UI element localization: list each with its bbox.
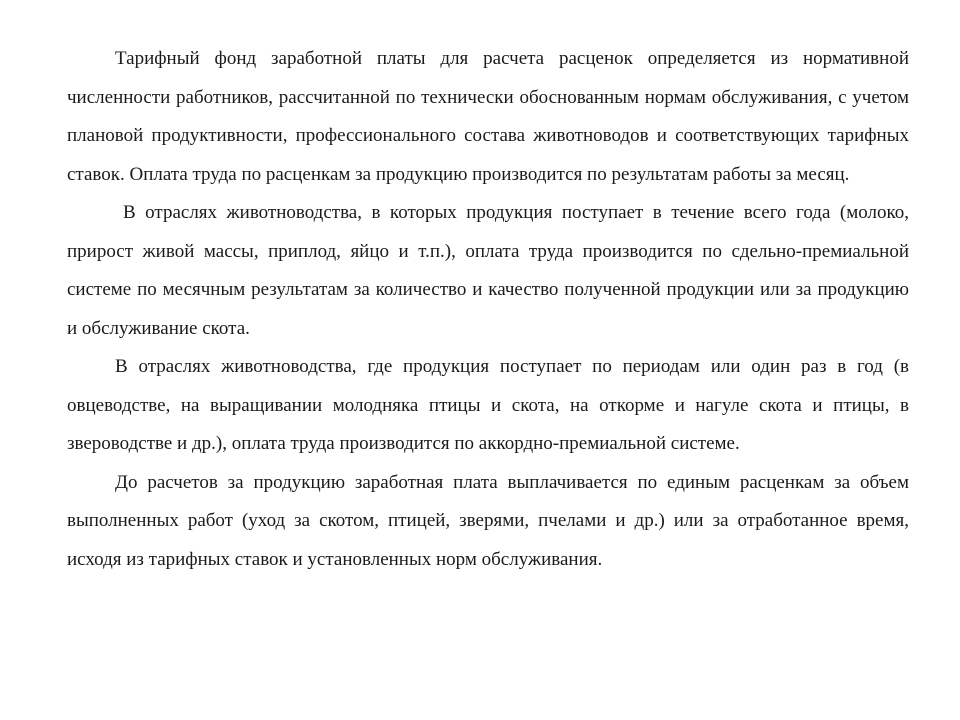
paragraph-periodic-production: В отраслях животноводства, где продукция поступает по периодам или один раз в год (в овцеводстве, на выращивании молодняка птицы и скота, на откорме и нагуле скота и птицы, в звероводстве и др.), оплата труда производится по аккордно-премиальной системе. <box>67 356 909 454</box>
paragraph-year-round-production: В отраслях животноводства, в которых продукция поступает в течение всего года (молоко, прирост живой массы, приплод, яйцо и т.п.), оплата труда производится по сдельно-премиальной системе по месячным результатам за количество и качество полученной продукции или за продукцию и обслуживание скота. <box>67 202 909 339</box>
paragraph-tariff-fund: Тарифный фонд заработной платы для расчета расценок определяется из нормативной численности работников, рассчитанной по технически обоснованным нормам обслуживания, с учетом плановой продуктивности, профессионального состава животноводов и соответствующих тарифных ставок. Оплата труда по расценкам за продукцию производится по результатам работы за месяц. <box>67 48 909 185</box>
paragraph-advance-payments: До расчетов за продукцию заработная плата выплачивается по единым расценкам за объем выполненных работ (уход за скотом, птицей, зверями, пчелами и др.) или за отработанное время, исходя из тарифных ставок и установленных норм обслуживания. <box>67 471 909 570</box>
document-body <box>67 40 909 579</box>
